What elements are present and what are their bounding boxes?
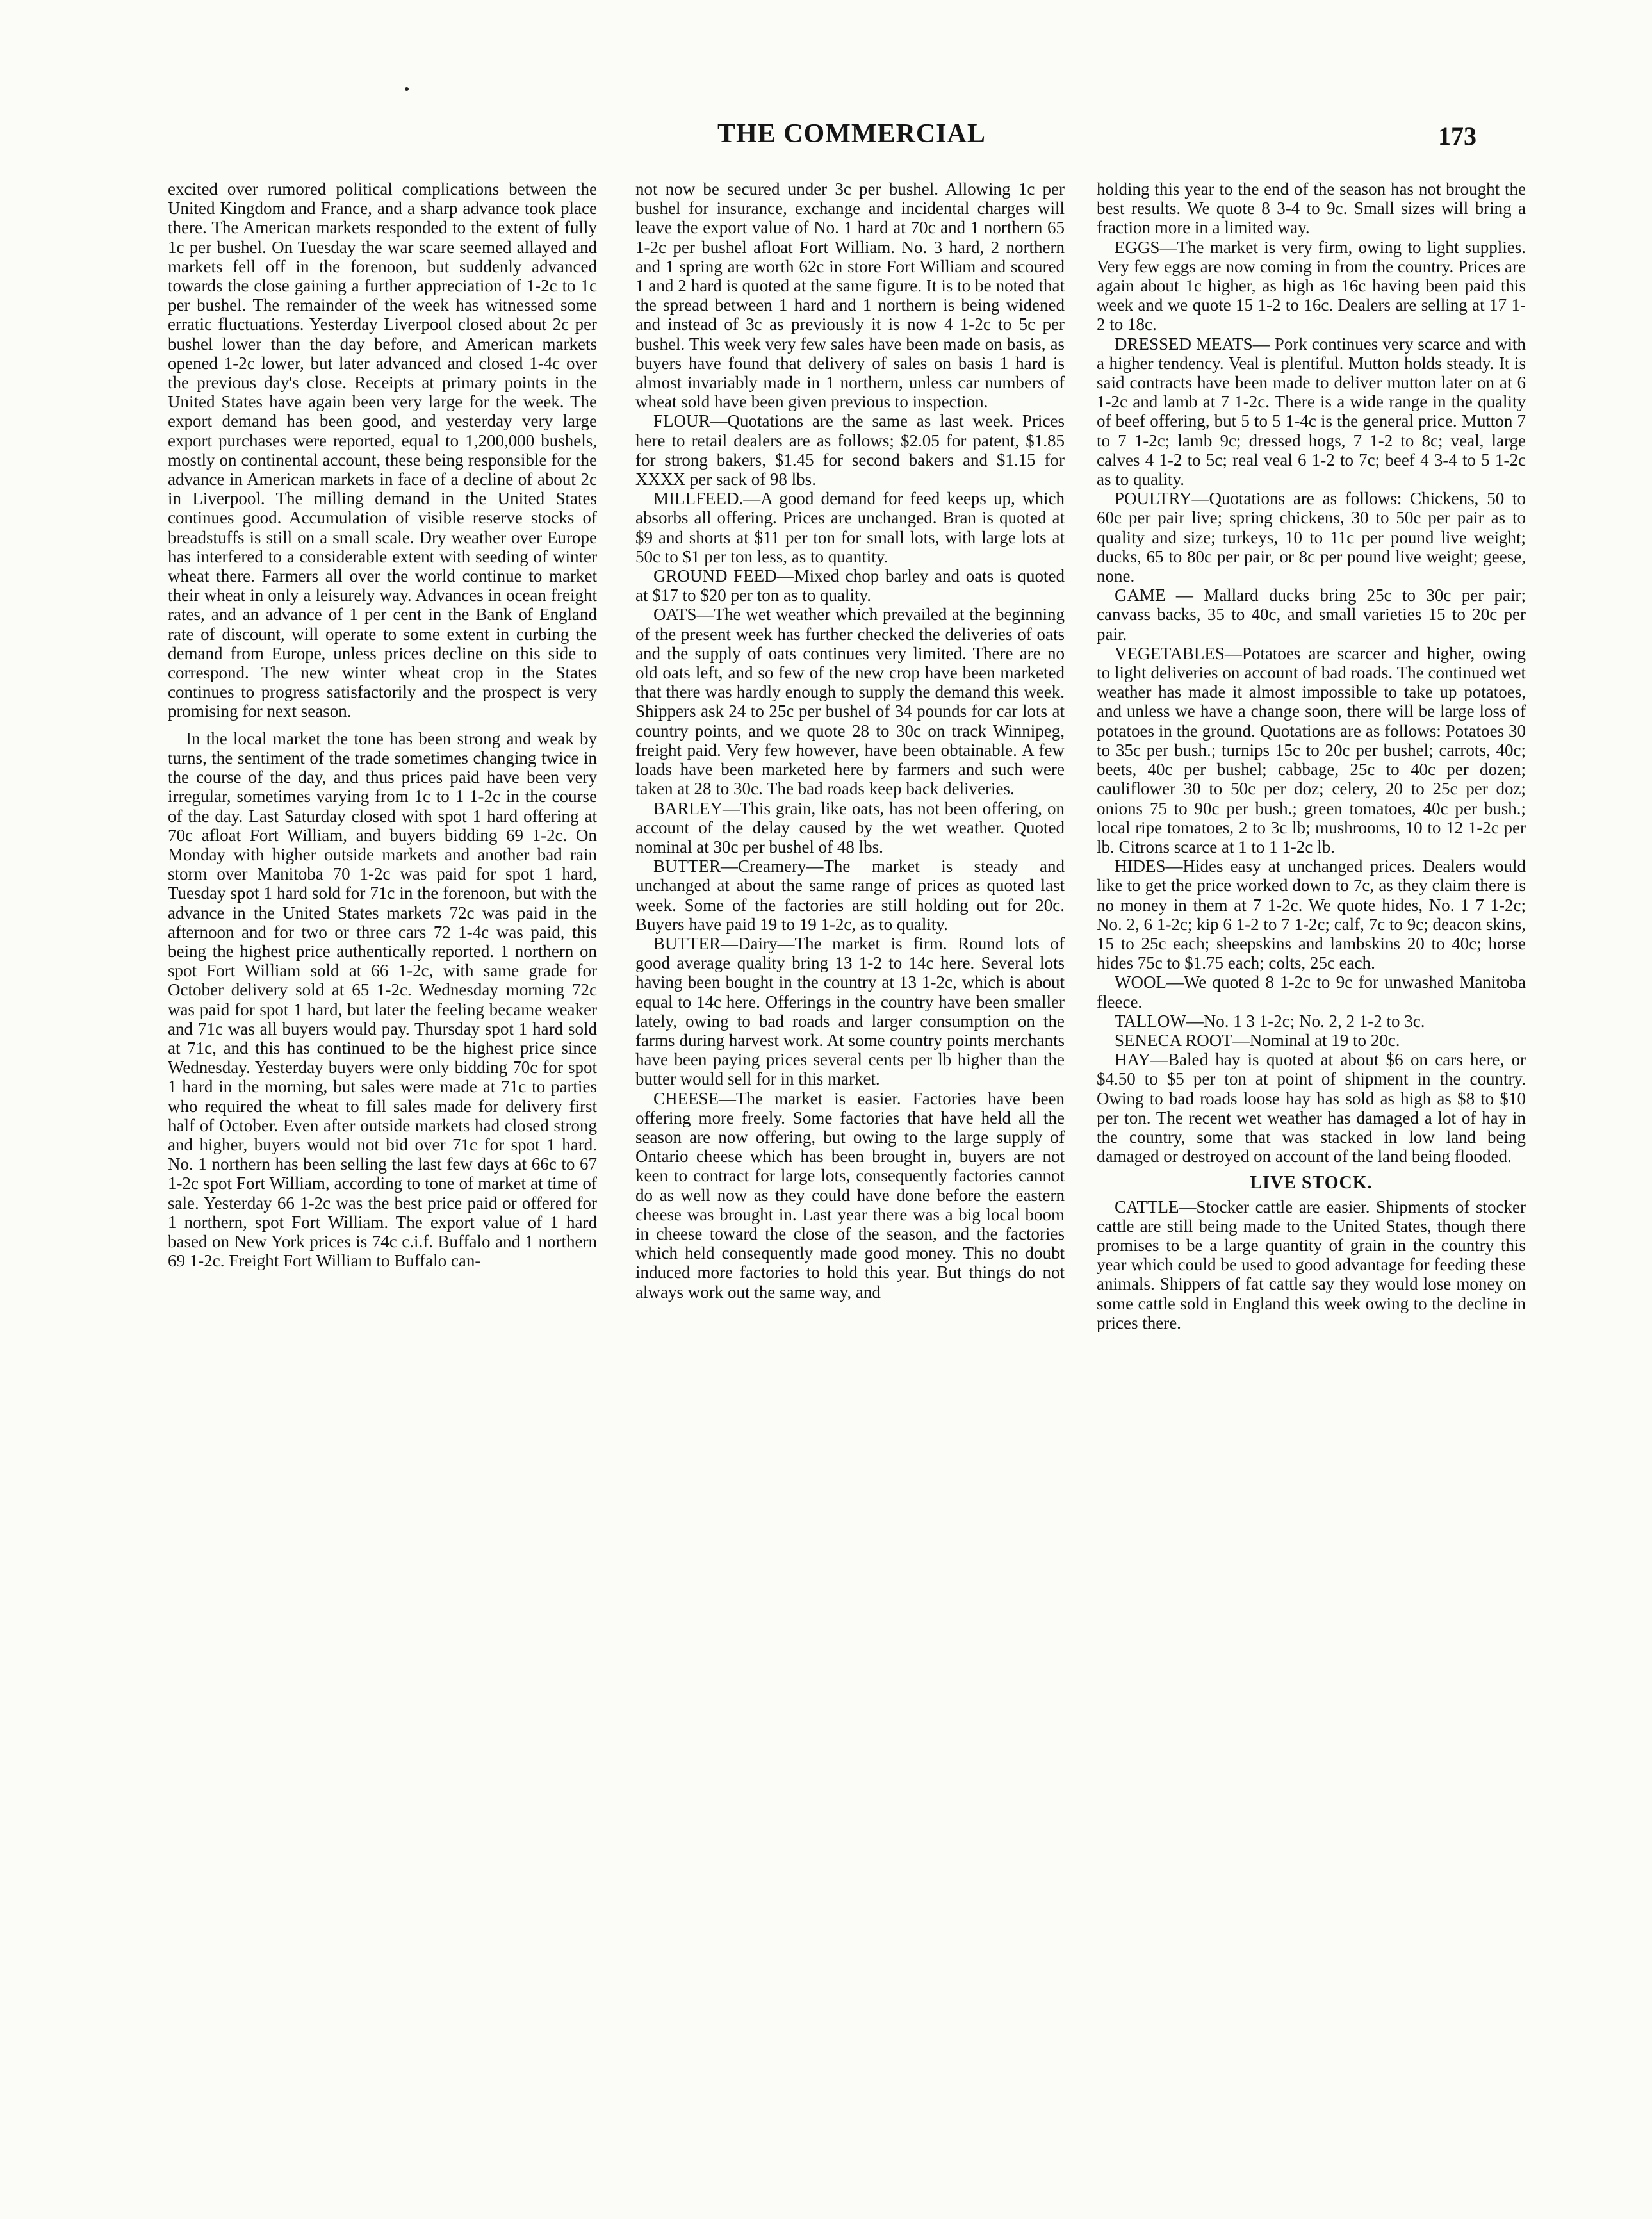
paragraph: EGGS—The market is very firm, owing to light supplies. Very few eggs are now coming in from the country. Prices are again about 1c higher, as high as 16c having been paid this week and we quote 15 1-2 to 16c. Dealers are selling at 17 1-2 to 18c.	[1097, 237, 1526, 334]
paragraph: BARLEY—This grain, like oats, has not been offering, on account of the delay caused by the wet weather. Quoted nominal at 30c per bushel of 48 lbs.	[635, 798, 1065, 856]
paragraph: not now be secured under 3c per bushel. Allowing 1c per bushel for insurance, exchange and incidental charges will leave the export value of No. 1 hard at 70c and 1 northern 65 1-2c per bushel afloat Fort William. No. 3 hard, 2 northern and 1 spring are worth 62c in store Fort William and scoured 1 and 2 hard is quoted at the same figure. It is to be noted that the spread between 1 hard and 1 northern is being widened and instead of 3c as previously it is now 4 1-2c to 5c per bushel. This week very few sales have been made on basis, as buyers have found that delivery of sales on basis 1 hard is almost invariably made in 1 northern, unless car numbers of wheat sold have been given previous to inspection.	[635, 179, 1065, 412]
page-number: 173	[1438, 122, 1476, 151]
paragraph: DRESSED MEATS— Pork continues very scarce and with a higher tendency. Veal is plentiful. Mutton holds steady. It is said contracts have been made to deliver mutton later on at 6 1-2c and lamb at 7 1-2c. There is a wide range in the quality of beef offering, but 5 to 5 1-4c is the general price. Mutton 7 to 7 1-2c; lamb 9c; dressed hogs, 7 1-2 to 8c; veal, large calves 4 1-2 to 5c; real veal 6 1-2 to 7c; beef 4 3-4 to 5 1-2c as to quality.	[1097, 334, 1526, 489]
paragraph: CHEESE—The market is easier. Factories have been offering more freely. Some factories that have held all the season are now offering, but owing to the large supply of Ontario cheese which has been brought in, buyers are not keen to contract for large lots, consequently factories cannot do as well now as they could have done before the eastern cheese was brought in. Last year there was a big local boom in cheese toward the close of the season, and the factories which held consequently made good money. This no doubt induced more factories to hold this year. But things do not always work out the same way, and	[635, 1088, 1065, 1302]
paragraph: MILLFEED.—A good demand for feed keeps up, which absorbs all offering. Prices are unchanged. Bran is quoted at $9 and shorts at $11 per ton for small lots, with large lots at 50c to $1 per ton less, as to quantity.	[635, 489, 1065, 566]
paragraph: POULTRY—Quotations are as follows: Chickens, 50 to 60c per pair live; spring chickens, 30 to 50c per pair as to quality and size; turkeys, 10 to 11c per pound live weight; ducks, 65 to 80c per pair, or 8c per pound live weight; geese, none.	[1097, 489, 1526, 586]
paragraph: BUTTER—Creamery—The market is steady and unchanged at about the same range of prices as quoted last week. Some of the factories are still holding out for 20c. Buyers have paid 19 to 19 1-2c, as to quality.	[635, 856, 1065, 934]
paragraph: HIDES—Hides easy at unchanged prices. Dealers would like to get the price worked down to 7c, as they claim there is no money in them at 7 1-2c. We quote hides, No. 1 7 1-2c; No. 2, 6 1-2c; kip 6 1-2 to 7 1-2c; calf, 7c to 9c; deacon skins, 15 to 25c each; sheepskins and lambskins 20 to 40c; horse hides 75c to $1.75 each; colts, 25c each.	[1097, 856, 1526, 973]
text-column-2	[635, 179, 1065, 2133]
print-speck	[405, 87, 409, 91]
paragraph: OATS—The wet weather which prevailed at the beginning of the present week has further checked the deliveries of oats and the supply of oats continues very limited. There are no old oats left, and so few of the new crop have been marketed that there was hardly enough to supply the demand this week. Shippers ask 24 to 25c per bushel of 34 pounds for car lots at country points, and we quote 28 to 30c on track Winnipeg, freight paid. Very few however, have been obtainable. A few loads have been marketed here by farmers and such were taken at 28 to 30c. The bad roads keep back deliveries.	[635, 605, 1065, 799]
paragraph: GAME — Mallard ducks bring 25c to 30c per pair; canvass backs, 35 to 40c, and small varieties 15 to 20c per pair.	[1097, 585, 1526, 644]
paragraph: In the local market the tone has been strong and weak by turns, the sentiment of the trade sometimes changing twice in the course of the day, and thus prices paid have been very irregular, sometimes varying from 1c to 1 1-2c in the course of the day. Last Saturday closed with spot 1 hard offering at 70c afloat Fort William, and buyers bidding 69 1-2c. On Monday with higher outside markets and another bad rain storm over Manitoba 70 1-2c was paid for spot 1 hard, Tuesday spot 1 hard sold for 71c in the forenoon, but with the advance in the United States markets 72c was paid in the afternoon and for two or three cars 72 1-4c was paid, this being the highest price authentically reported. 1 northern on spot Fort William sold at 66 1-2c, with same grade for October delivery sold at 65 1-2c. Wednesday morning 72c was paid for spot 1 hard, but later the feeling became weaker and 71c was all buyers would pay. Thursday spot 1 hard sold at 71c, and this has continued to be the highest price since Wednesday. Yesterday buyers were only bidding 70c for spot 1 hard in the morning, but sales were made at 71c to parties who required the wheat to fill sales made for delivery first half of October. Even after outside markets had closed strong and higher, buyers would not bid over 71c for spot 1 hard. No. 1 northern has been selling the last few days at 66c to 67 1-2c spot Fort William, according to tone of market at time of sale. Yesterday 66 1-2c was the best price paid or offered for 1 northern, spot Fort William. The export value of 1 hard based on New York prices is 74c c.i.f. Buffalo and 1 northern 69 1-2c. Freight Fort William to Buffalo can-	[168, 728, 597, 1271]
paragraph: CATTLE—Stocker cattle are easier. Shipments of stocker cattle are still being made to the United States, though there promises to be a large quantity of grain in the country this year which could be used to good advantage for feeding these animals. Shippers of fat cattle say they would lose money on some cattle sold in England this week owing to the decline in prices there.	[1097, 1197, 1526, 1332]
text-column-3	[1097, 179, 1526, 2133]
paragraph: WOOL—We quoted 8 1-2c to 9c for unwashed Manitoba fleece.	[1097, 972, 1526, 1011]
text-column-1	[168, 179, 597, 2133]
paragraph: VEGETABLES—Potatoes are scarcer and higher, owing to light deliveries on account of bad roads. The continued wet weather has made it almost impossible to take up potatoes, and unless we have a change soon, there will be large loss of potatoes in the ground. Quotations are as follows: Potatoes 30 to 35c per bush.; turnips 15c to 20c per bushel; carrots, 40c; beets, 40c per bushel; cabbage, 25c to 40c per dozen; cauliflower 30 to 50c per doz; celery, 20 to 25c per doz; onions 75 to 90c per bush.; green tomatoes, 40c per bush.; local ripe tomatoes, 2 to 3c lb; mushrooms, 10 to 12 1-2c per lb. Citrons scarce at 1 to 1 1-2c lb.	[1097, 643, 1526, 856]
running-title: THE COMMERCIAL	[717, 119, 986, 149]
paragraph: SENECA ROOT—Nominal at 19 to 20c.	[1115, 1030, 1400, 1050]
paragraph: FLOUR—Quotations are the same as last week. Prices here to retail dealers are as follows; $2.05 for patent, $1.85 for strong bakers, $1.45 for second bakers and $1.15 for XXXX per sack of 98 lbs.	[635, 411, 1065, 489]
paragraph: BUTTER—Dairy—The market is firm. Round lots of good average quality bring 13 1-2 to 14c here. Several lots having been bought in the country at 13 1-2c, which is about equal to 14c here. Offerings in the country have been smaller lately, owing to bad roads and larger consumption on the farms during harvest work. At some country points merchants have been paying prices several cents per lb higher than the butter would sell for in this market.	[635, 933, 1065, 1089]
paragraph: TALLOW—No. 1 3 1-2c; No. 2, 2 1-2 to 3c.	[1115, 1011, 1425, 1031]
paragraph: HAY—Baled hay is quoted at about $6 on cars here, or $4.50 to $5 per ton at point of shipment in the country. Owing to bad roads loose hay has sold as high as $8 to $10 per ton. The recent wet weather has damaged a lot of hay in the country, some that was stacked in low land being damaged or destroyed on account of the land being flooded.	[1097, 1050, 1526, 1167]
paragraph: excited over rumored political complications between the United Kingdom and France, and a sharp advance took place there. The American markets responded to the extent of fully 1c per bushel. On Tuesday the war scare seemed allayed and markets fell off in the forenoon, but suddenly advanced towards the close gaining a further appreciation of 1-2c to 1c per bushel. The remainder of the week has witnessed some erratic fluctuations. Yesterday Liverpool closed about 2c per bushel lower than the day before, and American markets opened 1-2c lower, but later advanced and closed 1-4c over the previous day's close. Receipts at primary points in the United States have again been very large for the week. The export demand has been good, and yesterday very large export purchases were reported, equal to 1,200,000 bushels, mostly on continental account, these being responsible for the advance in American markets in face of a decline of about 2c in Liverpool. The milling demand in the United States continues good. Accumulation of visible reserve stocks of breadstuffs is still on a small scale. Dry weather over Europe has interfered to a considerable extent with seeding of winter wheat there. Farmers all over the world continue to market their wheat in only a leisurely way. Advances in ocean freight rates, and an advance of 1 per cent in the Bank of England rate of discount, will operate to some extent in curbing the demand from Europe, unless prices decline on this side to correspond. The new winter wheat crop in the States continues to progress satisfactorily and the prospect is very promising for next season.	[168, 179, 597, 721]
paragraph: GROUND FEED—Mixed chop barley and oats is quoted at $17 to $20 per ton as to quality.	[635, 566, 1065, 605]
section-heading: LIVE STOCK.	[1250, 1173, 1373, 1193]
paragraph: holding this year to the end of the season has not brought the best results. We quote 8 3-4 to 9c. Small sizes will bring a fraction more in a limited way.	[1097, 179, 1526, 238]
